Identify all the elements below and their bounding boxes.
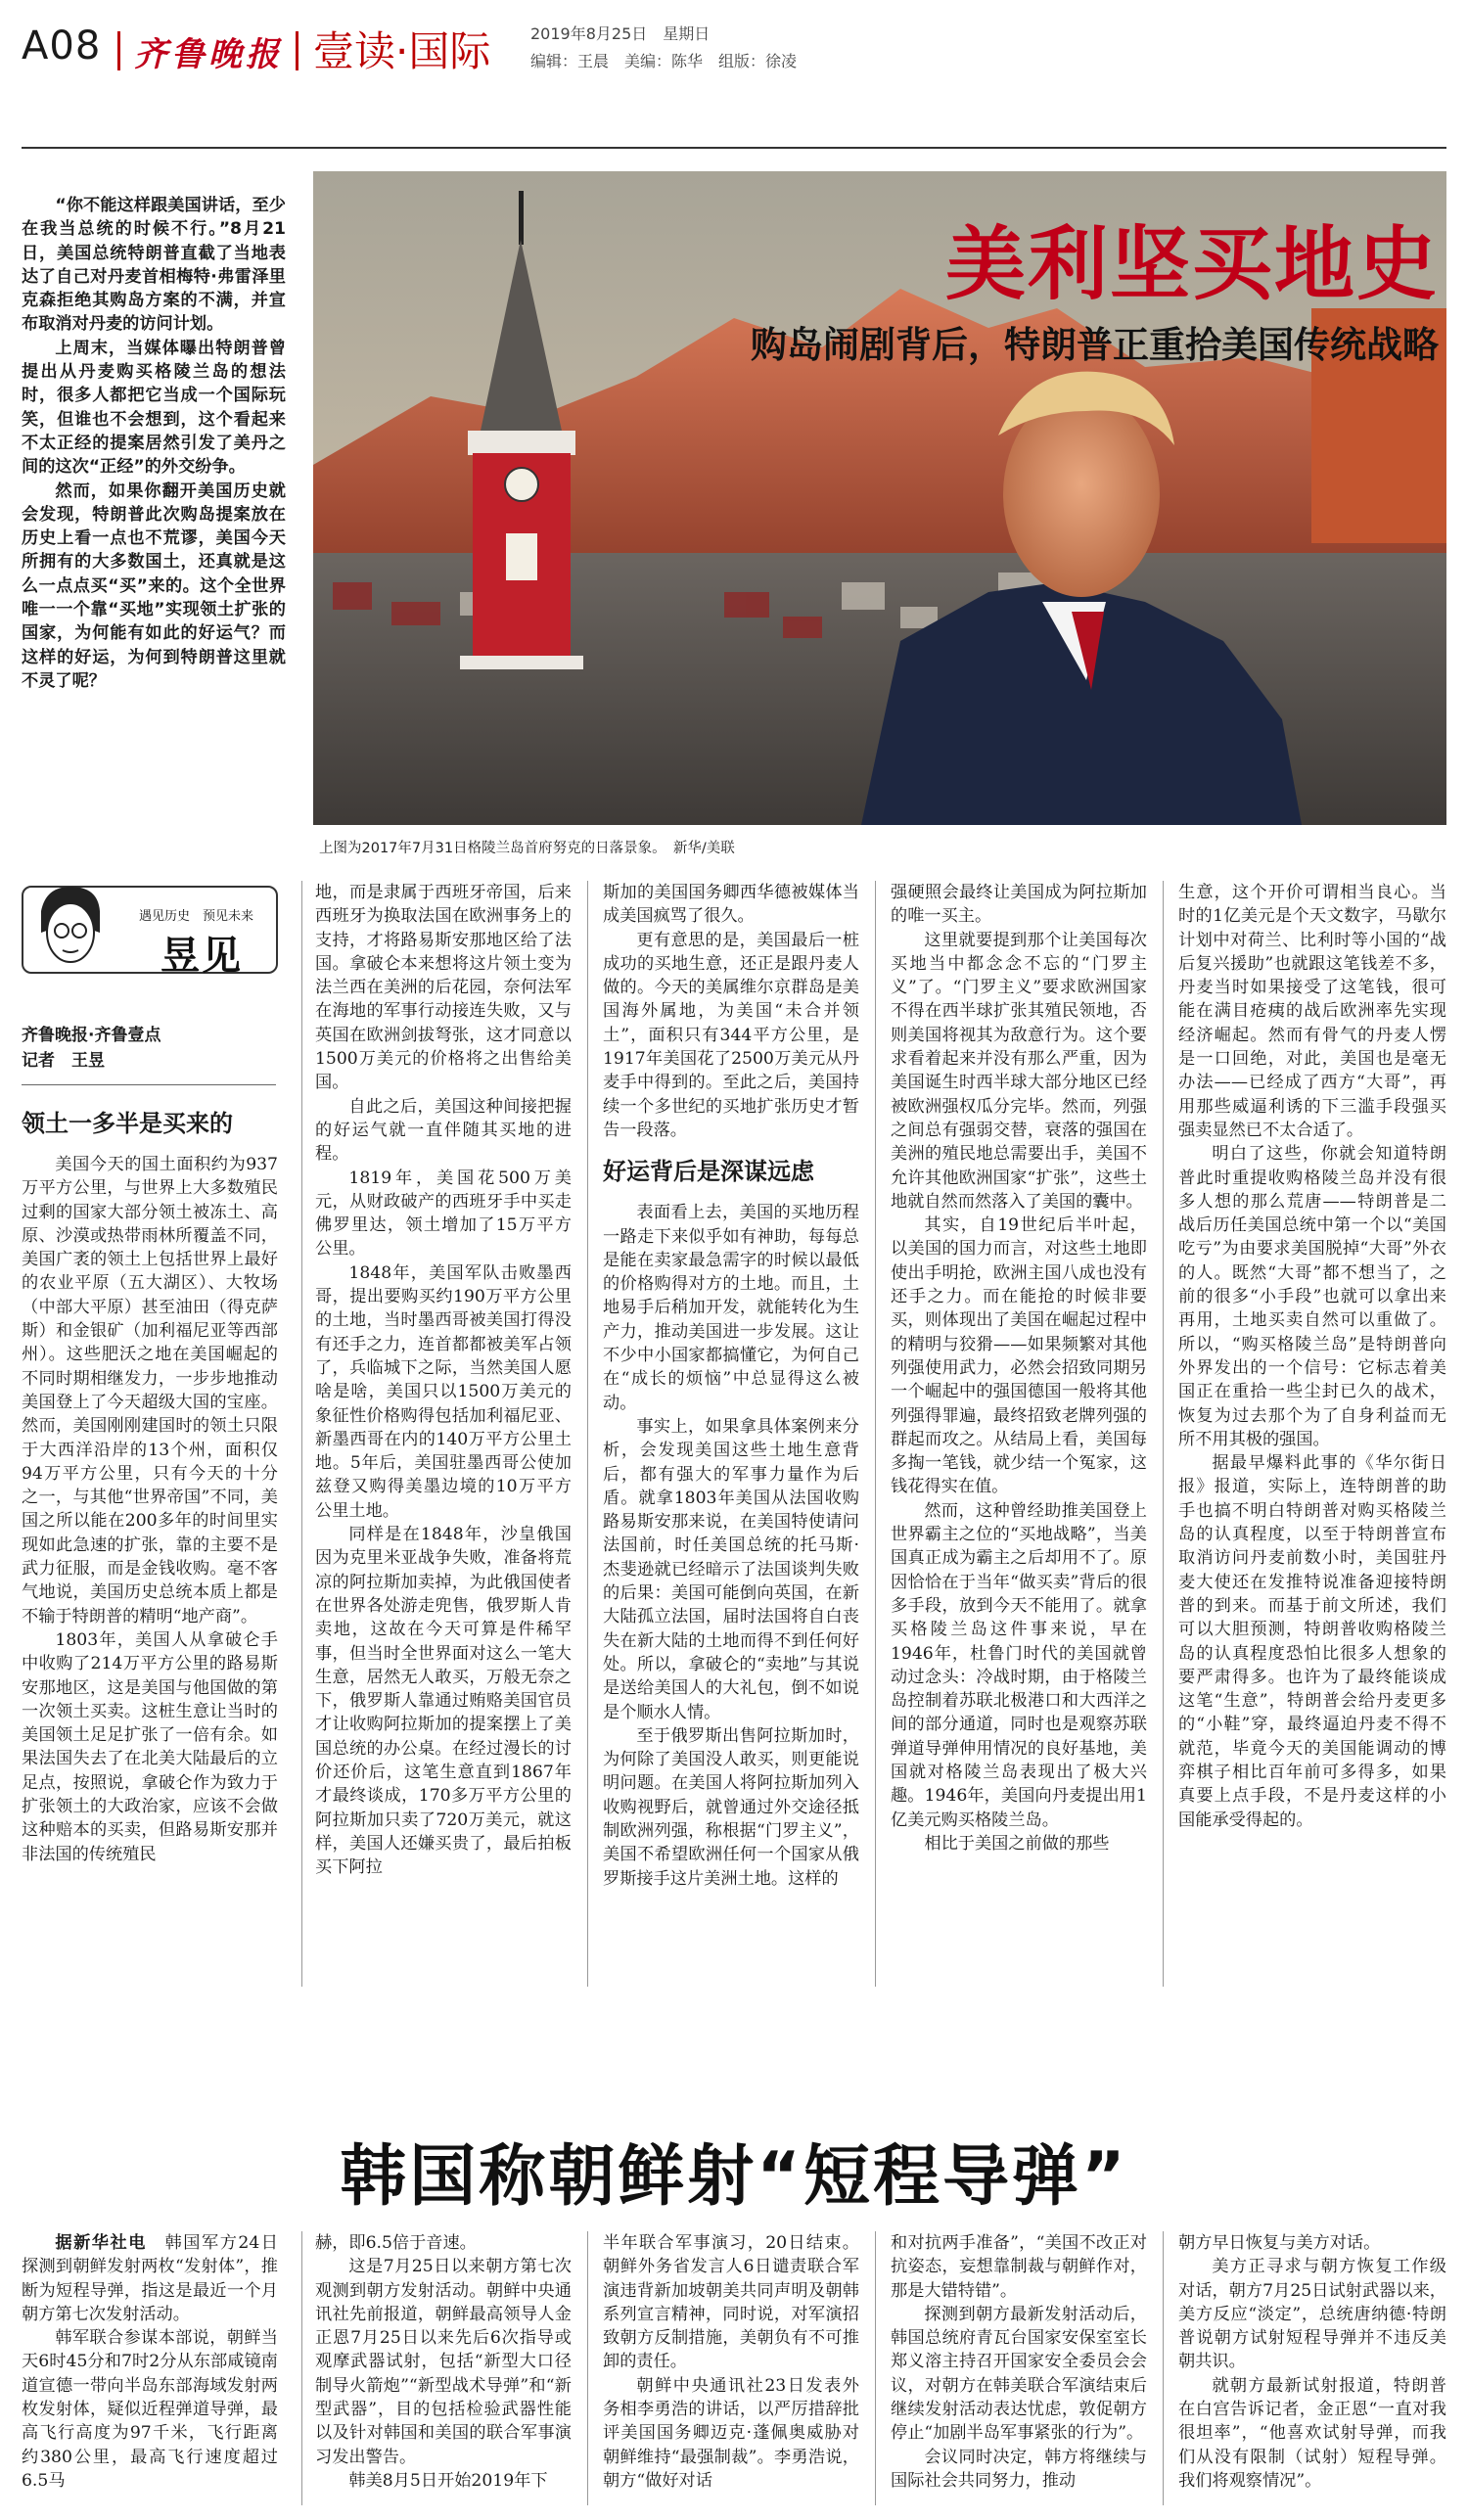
body-paragraph: 自此之后，美国这种间接把握的好运气就一直伴随其买地的进程。 — [315, 1096, 572, 1165]
column-rule — [587, 881, 588, 1987]
dateline: 据新华社电 — [55, 2233, 147, 2253]
story2-column-1 — [22, 2231, 278, 2505]
column-rule — [301, 2231, 302, 2505]
story2-column-3 — [603, 2231, 859, 2505]
body-paragraph: 强硬照会最终让美国成为阿拉斯加的唯一买主。 — [891, 883, 1147, 927]
story2-column-4 — [891, 2231, 1147, 2505]
body-paragraph: 事实上，如果拿具体案例来分析，会发现美国这些土地生意背后，都有强大的军事力量作为后盾。就拿1803年美国从法国收购路易斯安那来说，在美国特使请问法国前，时任美国总统的托马斯·杰斐逊就已经暗示了法国谈判失败的后果：美国可能倒向英国，在新大陆孤立法国，届时法国将自白丧失在新大陆的土地而得不到任何好处。所以，拿破仑的“卖地”与其说是送给美国人的大礼包，倒不如说是个顺水人情。 — [603, 1416, 859, 1722]
column-rule — [875, 881, 876, 1987]
column-rule — [875, 2231, 876, 2505]
byline-reporter: 记者 王昱 — [22, 1051, 105, 1071]
body-paragraph: 赫，即6.5倍于音速。 — [315, 2233, 477, 2253]
byline — [22, 1023, 161, 1074]
story2-column-2 — [315, 2231, 572, 2505]
body-paragraph: 朝方早日恢复与美方对话。 — [1178, 2233, 1381, 2253]
story2-headline: 韩国称朝鲜射“短程导弹” — [340, 2138, 1128, 2216]
body-paragraph: 1803年，美国人从拿破仑手中收购了214万平方公里的路易斯安那地区，这是美国与他国做的第一次领土买卖。这桩生意让当时的美国领土足足扩张了一倍有余。如果法国失去了在北美大陆最后的立足点，按照说，拿破仑作为致力于扩张领土的大政治家，应该不会做这种赔本的买卖，但路易斯安那并非法国的传统殖民 — [22, 1629, 278, 1864]
body-paragraph: 相比于美国之前做的那些 — [924, 1833, 1110, 1854]
body-paragraph: 美方正寻求与朝方恢复工作级对话，朝方7月25日试射武器以来，美方反应“淡定”，总统唐纳德·特朗普说朝方试射短程导弹并不违反美朝共识。 — [1178, 2257, 1446, 2372]
column-tagline: 遇见历史 预见未来 — [139, 909, 254, 924]
body-paragraph: 然而，这种曾经助推美国登上世界霸主之位的“买地战略”，当美国真正成为霸主之后却用不了。原因恰恰在于当年“做买卖”背后的很多手段，放到今天不能用了。就拿买格陵兰岛这件事来说，早在1946年，杜鲁门时代的美国就曾动过念头：冷战时期，由于格陵兰岛控制着苏联北极港口和大西洋之间的部分通道，同时也是观察苏联弹道导弹伸用情况的良好基地，美国就对格陵兰岛表现出了极大兴趣。1946年，美国向丹麦提出用1亿美元购买格陵兰岛。 — [891, 1500, 1147, 1830]
masthead-rule — [22, 147, 1446, 149]
masthead-divider — [117, 31, 120, 70]
story-headline: 美利坚买地史 — [944, 218, 1439, 311]
body-paragraph: 表面看上去，美国的买地历程一路走下来似乎如有神助，每每总是能在卖家最急需字的时候以最低的价格购得对方的土地。而且，土地易手后稍加开发，就能转化为生产力，推动美国进一步发展。这让不少中小国家都搞懂它，为何自己在“成长的烦恼”中总显得这么被动。 — [603, 1203, 859, 1413]
columnist-portrait-icon — [31, 882, 110, 974]
body-paragraph: 朝鲜中央通讯社23日发表外务相李勇浩的讲话，以严厉措辞批评美国国务卿迈克·蓬佩奥威胁对朝鲜维持“最强制裁”。李勇浩说，朝方“做好对话 — [603, 2375, 859, 2491]
body-paragraph: 这里就要提到那个让美国每次买地当中都念念不忘的“门罗主义”了。“门罗主义”要求欧洲国家不得在西半球扩张其殖民领地，否则美国将视其为敌意行为。这个要求看着起来并没有那么严重，因为美国诞生时西半球大部分地区已经被欧洲强权瓜分完毕。然而，列强之间总有强弱交替，衰落的强国在美洲的殖民地总需要出手，美国不允许其他欧洲国家“扩张”，这些土地就自然而然落入了美国的囊中。 — [891, 930, 1147, 1212]
section-heading: 好运背后是深谋远虑 — [603, 1158, 814, 1186]
story-column-3 — [603, 881, 859, 1987]
section-heading: 领土一多半是买来的 — [22, 1110, 233, 1137]
column-rule — [301, 881, 302, 1987]
body-paragraph: 同样是在1848年，沙皇俄国因为克里米亚战争失败，准备将荒凉的阿拉斯加卖掉，为此俄国使者在世界各处游走兜售，俄罗斯人肯卖地，这故在今天可算是件稀罕事，但当时全世界面对这么一笔大生意，居然无人敢买，万般无奈之下，俄罗斯人靠通过贿赂美国官员才让收购阿拉斯加的提案摆上了美国总统的办公桌。在经过漫长的讨价还价后，这笔生意直到1867年才最终谈成，170多万平方公里的阿拉斯加只卖了720万美元，就这样，美国人还嫌买贵了，最后拍板买下阿拉 — [315, 1525, 572, 1878]
story2-column-5 — [1178, 2231, 1446, 2505]
body-paragraph: 至于俄罗斯出售阿拉斯加时，为何除了美国没人敢买，则更能说明问题。在美国人将阿拉斯加列入收购视野后，就曾通过外交途径抵制欧洲列强，称根据“门罗主义”，美国不希望欧洲任何一个国家从俄罗斯接手这片美洲土地。这样的 — [603, 1725, 859, 1889]
section-title: 壹读·国际 — [313, 27, 491, 75]
body-paragraph: 会议同时决定，韩方将继续与国际社会共同努力，推动 — [891, 2447, 1147, 2491]
story-column-1 — [22, 1106, 278, 2085]
body-paragraph: 更有意思的是，美国最后一桩成功的买地生意，还正是跟丹麦人做的。今天的美属维尔京群岛是美国海外属地，为美国“未合并领土”，面积只有344平方公里，是1917年美国花了2500万美元从丹麦手中得到的。至此之后，美国持续一个多世纪的买地扩张历史才暂告一段落。 — [603, 930, 859, 1140]
body-paragraph: 地，而是隶属于西班牙帝国，后来西班牙为换取法国在欧洲事务上的支持，才将路易斯安那地区给了法国。拿破仑本来想将这片领土变为法兰西在美洲的后花园，奈何法军在海地的军事行动接连失败，又与英国在欧洲剑拔弩张，这才同意以1500万美元的价格将之出售给美国。 — [315, 883, 572, 1093]
column-rule — [1163, 2231, 1164, 2505]
column-name: 昱见 — [161, 934, 243, 979]
byline-outlet: 齐鲁晚报·齐鲁壹点 — [22, 1026, 161, 1045]
masthead — [22, 18, 1446, 78]
body-paragraph: 明白了这些，你就会知道特朗普此时重提收购格陵兰岛并没有很多人想的那么荒唐——特朗普是二战后历任美国总统中第一个以“美国吃亏”为由要求美国脱掉“大哥”外衣的人。既然“大哥”都不想当了，之前的很多“小手段”也就可以拿出来再用，土地买卖自然可以重做了。所以，“购买格陵兰岛”是特朗普向外界发出的一个信号：它标志着美国正在重拾一些尘封已久的战术，恢复为过去那个为了自身利益而无所不用其极的强国。 — [1178, 1144, 1446, 1449]
body-paragraph: 就朝方最新试射报道，特朗普在白宫告诉记者，金正恩“一直对我很坦率”，“他喜欢试射导弹，而我们从没有限制（试射）短程导弹。我们将观察情况”。 — [1178, 2375, 1446, 2491]
newspaper-logo: 齐鲁晚报 — [134, 35, 283, 74]
staff-credits: 编辑：王晨 美编：陈华 组版：徐凌 — [530, 52, 798, 70]
intro-paragraph: 上周末，当媒体曝出特朗普曾提出从丹麦购买格陵兰岛的想法时，很多人都把它当成一个国际玩笑，但谁也不会想到，这个看起来不太正经的提案居然引发了美丹之间的这次“正经”的外交纷争。 — [22, 338, 286, 478]
story-subheadline: 购岛闹剧背后，特朗普正重拾美国传统战略 — [751, 324, 1439, 366]
body-paragraph: 韩军联合参谋本部说，朝鲜当天6时45分和7时2分从东部咸镜南道宣德一带向半岛东部海域发射两枚发射体，疑似近程弹道导弹，最高飞行高度为97千米，飞行距离约380公里，最高飞行速度超过6.5马 — [22, 2328, 278, 2491]
body-paragraph: 韩美8月5日开始2019年下 — [348, 2470, 548, 2491]
body-paragraph: 生意，这个开价可谓相当良心。当时的1亿美元是个天文数字，马歇尔计划中对荷兰、比利时等小国的“战后复兴援助”也就跟这笔钱差不多，丹麦当时如果接受了这笔钱，很可能在满目疮痍的战后欧洲率先实现经济崛起。然而有骨气的丹麦人愣是一口回绝，对此，美国也是毫无办法——已经成了西方“大哥”，再用那些威逼利诱的下三滥手段强买强卖显然已不太合适了。 — [1178, 883, 1446, 1140]
body-paragraph — [22, 2231, 278, 2326]
columnist-badge — [22, 886, 278, 979]
body-text: 韩国军方24日探测到朝鲜发射两枚“发射体”，推断为短程导弹，指这是最近一个月朝方第七次发射活动。 — [22, 2233, 278, 2324]
issue-date: 2019年8月25日 星期日 — [530, 24, 711, 43]
body-paragraph: 半年联合军事演习，20日结束。朝鲜外务省发言人6日谴责联合军演违背新加坡朝美共同声明及朝韩系列宣言精神，同时说，对军演招致朝方反制措施，美朝负有不可推卸的责任。 — [603, 2233, 859, 2372]
body-paragraph: 其实，自19世纪后半叶起，以美国的国力而言，对这些土地即使出手明抢，欧洲主国八成也没有还手之力。而在能抢的时候非要买，则体现出了美国在崛起过程中的精明与狡猾——如果频繁对其他列强使用武力，必然会招致同期另一个崛起中的强国德国一般将其他列强得罪遍，最终招致老牌列强的群起而攻之。从结局上看，美国每多掏一笔钱，就少结一个冤家，这钱花得实在值。 — [891, 1215, 1147, 1497]
intro-paragraph: “你不能这样跟美国讲话，至少在我当总统的时候不行。”8月21日，美国总统特朗普直截了当地表达了自己对丹麦首相梅特·弗雷泽里克森拒绝其购岛方案的不满，并宣布取消对丹麦的访问计划。 — [22, 196, 286, 335]
masthead-divider — [296, 31, 298, 70]
body-paragraph: 美国今天的国土面积约为937万平方公里，与世界上大多数殖民过剩的国家大部分领土被冻土、高原、沙漠或热带雨林所覆盖不同，美国广袤的领土上包括世界上最好的农业平原（五大湖区）、大牧场（中部大平原）甚至油田（得克萨斯）和金银矿（加利福尼亚等西部州）。这些肥沃之地在美国崛起的不同时期相继发力，一步步地推动美国登上了今天超级大国的宝座。然而，美国刚刚建国时的领土只限于大西洋沿岸的13个州，面积仅94万平方公里，只有今天的十分之一，与其他“世界帝国”不同，美国之所以能在200多年的时间里实现如此急速的扩张，靠的主要不是武力征服，而是金钱收购。毫不客气地说，美国历史总统本质上都是不输于特朗普的精明“地产商”。 — [22, 1155, 278, 1627]
story-intro — [22, 194, 286, 693]
body-paragraph: 探测到朝方最新发射活动后，韩国总统府青瓦台国家安保室室长郑义溶主持召开国家安全委员会会议，对朝方在韩美联合军演结束后继续发射活动表达忧虑，敦促朝方停止“加剧半岛军事紧张的行为”。 — [891, 2304, 1147, 2444]
column-rule — [587, 2231, 588, 2505]
body-paragraph: 这是7月25日以来朝方第七次观测到朝方发射活动。朝鲜中央通讯社先前报道，朝鲜最高领导人金正恩7月25日以来先后6次指导或观摩武器试射，包括“新型大口径制导火箭炮”“新型战术导弹”和“新型武器”，目的包括检验武器性能以及针对韩国和美国的联合军事演习发出警告。 — [315, 2257, 572, 2467]
intro-paragraph: 然而，如果你翻开美国历史就会发现，特朗普此次购岛提案放在历史上看一点也不荒谬，美国今天所拥有的大多数国土，还真就是这么一点点买“买”来的。这个全世界唯一一个靠“买地”实现领土扩张的国家，为何能有如此的好运气？而这样的好运，为何到特朗普这里就不灵了呢？ — [22, 481, 286, 691]
page-number: A08 — [22, 23, 102, 69]
story-column-2 — [315, 881, 572, 1987]
body-paragraph: 据最早爆料此事的《华尔街日报》报道，实际上，连特朗普的助手也搞不明白特朗普对购买格陵兰岛的认真程度，以至于特朗普宣布取消访问丹麦前数小时，美国驻丹麦大使还在发推特说准备迎接特朗普的到来。而基于前文所述，我们可以大胆预测，特朗普收购格陵兰岛的认真程度恐怕比很多人想象的要严肃得多。也许为了最终能谈成这笔“生意”，特朗普会给丹麦更多的“小鞋”穿，最终逼迫丹麦不得不就范，毕竟今天的美国能调动的博弈棋子相比百年前可多得多，如果真要上点手段，不是丹麦这样的小国能承受得起的。 — [1178, 1453, 1446, 1830]
story-column-5 — [1178, 881, 1446, 1987]
body-paragraph: 斯加的美国国务卿西华德被媒体当成美国疯骂了很久。 — [603, 883, 859, 927]
body-paragraph: 和对抗两手准备”，“美国不改正对抗姿态，妄想靠制裁与朝鲜作对，那是大错特错”。 — [891, 2233, 1147, 2301]
divider — [22, 1084, 276, 1085]
photo-caption: 上图为2017年7月31日格陵兰岛首府努克的日落景象。 新华/美联 — [319, 841, 735, 856]
body-paragraph: 1819年，美国花500万美元，从财政破产的西班牙手中买走佛罗里达，领土增加了15万平方公里。 — [315, 1168, 572, 1260]
body-paragraph: 1848年，美国军队击败墨西哥，提出要购买约190万平方公里的土地，当时墨西哥被美国打得没有还手之力，连首都都被美军占领了，兵临城下之际，当然美国人愿啥是啥，美国只以1500万美元的象征性价格购得包括加利福尼亚、新墨西哥在内的140万平方公里土地。5年后，美国驻墨西哥公使加兹登又购得美墨边境的10万平方公里土地。 — [315, 1262, 572, 1521]
story-column-4 — [891, 881, 1147, 1987]
column-rule — [1163, 881, 1164, 1987]
